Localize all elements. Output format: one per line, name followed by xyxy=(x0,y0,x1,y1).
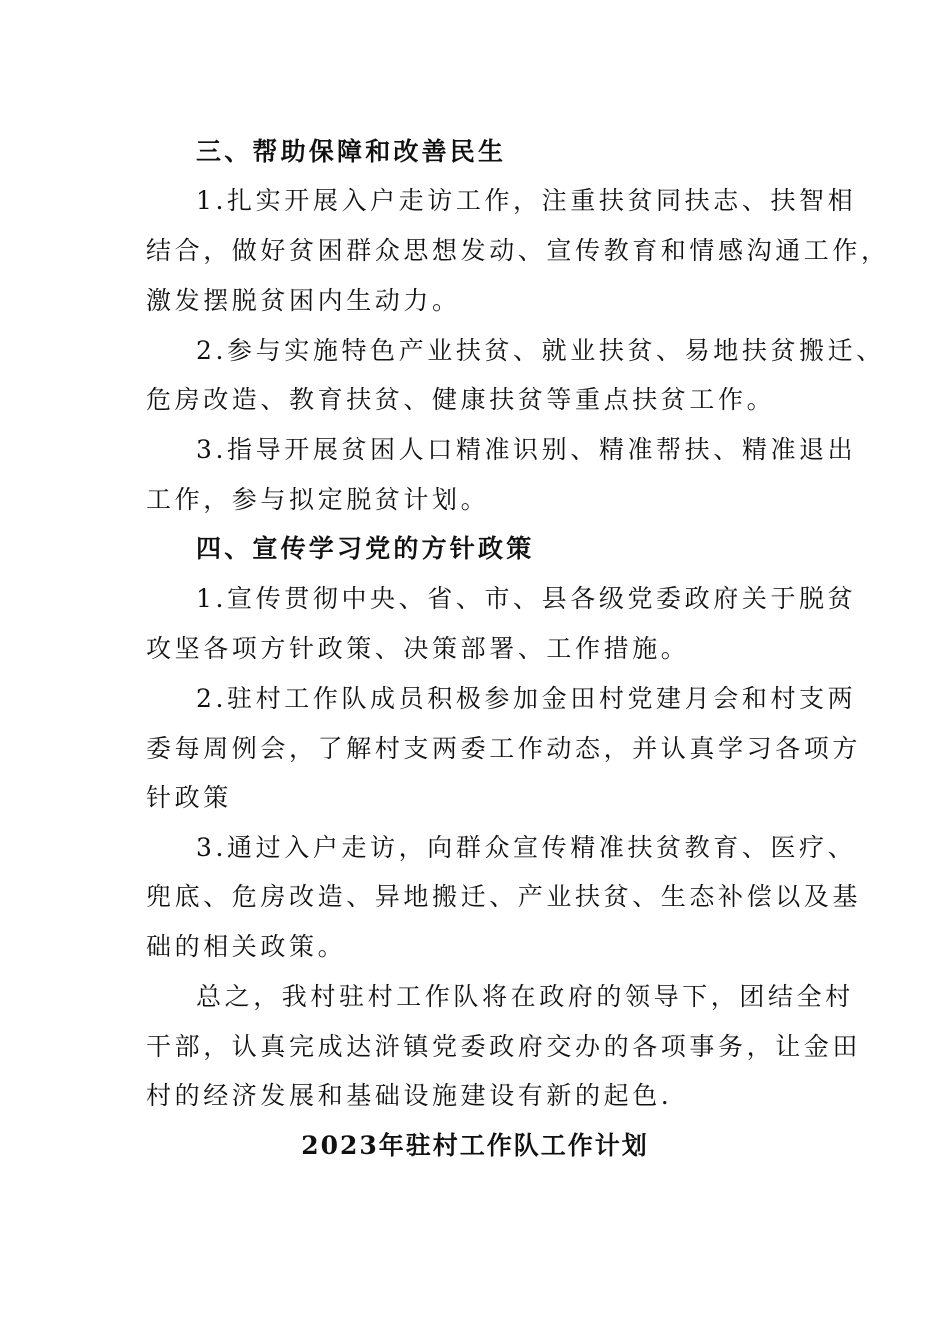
paragraph-line: 2.参与实施特色产业扶贫、就业扶贫、易地扶贫搬迁、 xyxy=(196,336,885,365)
section-heading-4: 四、宣传学习党的方针政策 xyxy=(196,534,535,563)
paragraph-line: 2.驻村工作队成员积极参加金田村党建月会和村支两 xyxy=(196,684,857,713)
paragraph-line: 委每周例会，了解村支两委工作动态，并认真学习各项方 xyxy=(146,734,862,763)
paragraph-line: 村的经济发展和基础设施建设有新的起色. xyxy=(146,1081,673,1110)
paragraph-line: 1.扎实开展入户走访工作，注重扶贫同扶志、扶智相 xyxy=(196,186,857,215)
paragraph-line: 激发摆脱贫困内生动力。 xyxy=(146,286,461,315)
paragraph-line: 1.宣传贯彻中央、省、市、县各级党委政府关于脱贫 xyxy=(196,584,857,613)
paragraph-line: 础的相关政策。 xyxy=(146,932,347,961)
paragraph-line: 针政策 xyxy=(146,783,232,812)
paragraph-line: 攻坚各项方针政策、决策部署、工作措施。 xyxy=(146,634,690,663)
paragraph-line: 总之，我村驻村工作队将在政府的领导下，团结全村 xyxy=(196,982,854,1011)
paragraph-line: 3.通过入户走访，向群众宣传精准扶贫教育、医疗、 xyxy=(196,833,857,862)
paragraph-line: 干部，认真完成达浒镇党委政府交办的各项事务，让金田 xyxy=(146,1032,862,1061)
paragraph-line: 结合，做好贫困群众思想发动、宣传教育和情感沟通工作， xyxy=(146,236,890,265)
paragraph-line: 危房改造、教育扶贫、健康扶贫等重点扶贫工作。 xyxy=(146,385,776,414)
paragraph-line: 兜底、危房改造、异地搬迁、产业扶贫、生态补偿以及基 xyxy=(146,882,862,911)
next-document-title: 2023年驻村工作队工作计划 xyxy=(301,1131,649,1160)
section-heading-3: 三、帮助保障和改善民生 xyxy=(196,137,507,166)
paragraph-line: 工作，参与拟定脱贫计划。 xyxy=(146,485,490,514)
paragraph-line: 3.指导开展贫困人口精准识别、精准帮扶、精准退出 xyxy=(196,435,857,464)
